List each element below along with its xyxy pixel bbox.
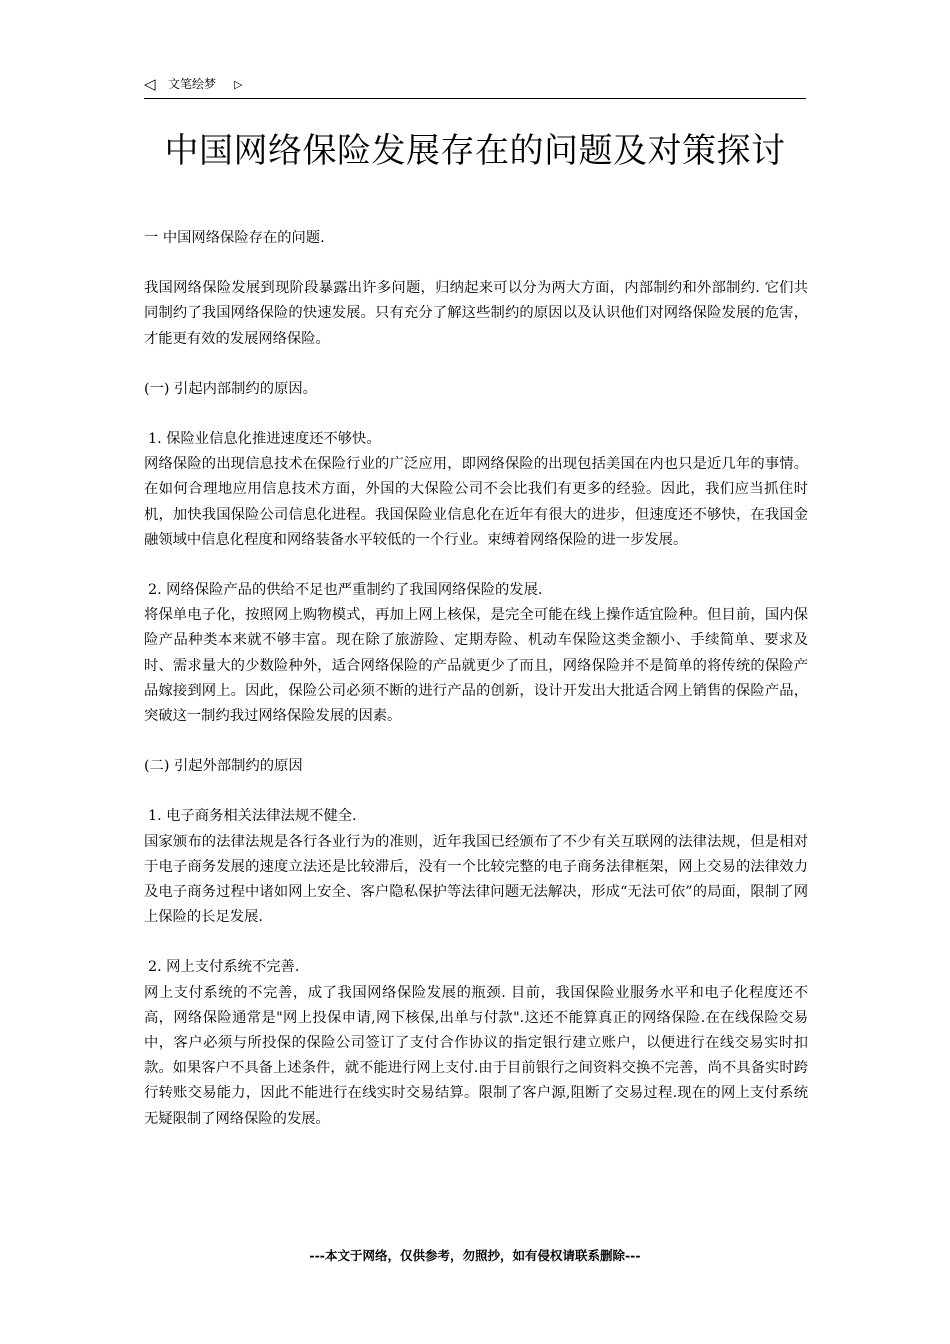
item-title: 2. 网络保险产品的供给不足也严重制约了我国网络保险的发展. [148, 582, 543, 599]
header-brand: 文笔绘梦 [168, 77, 217, 91]
paragraph: 将保单电子化，按照网上购物模式，再加上网上核保，是完全可能在线上操作适宜险种。但目前，国内保险产品种类本来就不够丰富。现在除了旅游险、定期寿险、机动车保险这类金额小、手续简单、要求及时、需求量大的少数险种外，适合网络保险的产品就更少了而且，网络保险并不是简单的将传统的保险产品嫁接到网上。因此，保险公司必须不断的进行产品的创新，设计开发出大批适合网上销售的保险产品，突破这一制约我过网络保险发展的因素。 [144, 607, 808, 725]
right-triangle-icon: ▷ [234, 78, 243, 91]
document-body [144, 226, 808, 1132]
subsection-heading: (二) 引起外部制约的原因 [144, 758, 303, 775]
paragraph: 网络保险的出现信息技术在保险行业的广泛应用，即网络保险的出现包括美国在内也只是近几年的事情。在如何合理地应用信息技术方面，外国的大保险公司不会比我们有更多的经验。因此，我们应当抓住时机，加快我国保险公司信息化进程。我国保险业信息化在近年有很大的进步，但速度还不够快，在我国金融领域中信息化程度和网络装备水平较低的一个行业。束缚着网络保险的进一步发展。 [144, 456, 808, 548]
left-triangle-icon: ◁ [144, 75, 156, 93]
subsection-heading: (一) 引起内部制约的原因。 [144, 380, 317, 397]
paragraph: 我国网络保险发展到现阶段暴露出许多问题，归纳起来可以分为两大方面，内部制约和外部制约. 它们共同制约了我国网络保险的快速发展。只有充分了解这些制约的原因以及认识他们对网络保险发展的危害，才能更有效的发展网络保险。 [144, 280, 808, 347]
paragraph: 国家颁布的法律法规是各行各业行为的准则，近年我国已经颁布了不少有关互联网的法律法规，但是相对于电子商务发展的速度立法还是比较滞后，没有一个比较完整的电子商务法律框架，网上交易的法律效力及电子商务过程中诸如网上安全、客户隐私保护等法律问题无法解决，形成“无法可依”的局面，限制了网上保险的长足发展. [144, 833, 808, 926]
page-footer: ---本文于网络，仅供参考，勿照抄，如有侵权请联系删除--- [309, 1248, 641, 1263]
item-title: 1. 保险业信息化推进速度还不够快。 [148, 431, 381, 448]
page-header [144, 72, 806, 99]
document-title: 中国网络保险发展存在的问题及对策探讨 [164, 131, 786, 171]
section-heading: 一 中国网络保险存在的问题. [144, 230, 325, 246]
item-title: 1. 电子商务相关法律法规不健全. [148, 808, 357, 825]
paragraph: 网上支付系统的不完善，成了我国网络保险发展的瓶颈. 目前，我国保险业服务水平和电子化程度还不高，网络保险通常是"网上投保申请,网下核保,出单与付款".这还不能算真正的网络保险.在在线保险交易中，客户必须与所投保的保险公司签订了支付合作协议的指定银行建立账户，以便进行在线交易实时扣款。如果客户不具备上述条件，就不能进行网上支付.由于目前银行之间资料交换不完善，尚不具备实时跨行转账交易能力，因此不能进行在线实时交易结算。限制了客户源,阻断了交易过程.现在的网上支付系统无疑限制了网络保险的发展。 [144, 984, 808, 1127]
item-title: 2. 网上支付系统不完善. [148, 959, 300, 976]
